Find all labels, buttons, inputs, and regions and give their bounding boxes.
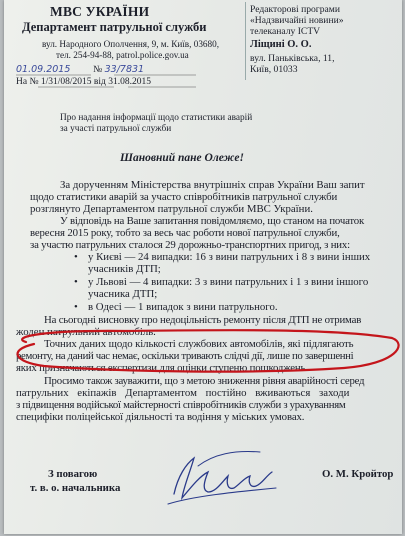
body-line: у Львові — 4 випадки: 3 з вини патрульних і 1 з вини іншого [88, 276, 369, 288]
body-line: розглянуто Департаментом патрульної служби МВС України. [30, 203, 313, 215]
signatory-name: О. М. Кройтор [322, 468, 394, 480]
body-line: вересня 2015 року, тобто за весь час роботи нової патрульної служби, [30, 227, 340, 239]
body-line: Просимо також зауважити, що з метою зниження рівня аварійності серед [44, 375, 365, 387]
body-line: у Києві — 24 випадки: 16 з вини патрульних і 8 з вини інших [88, 251, 371, 263]
closing-line2: т. в. о. начальника [30, 482, 121, 494]
highlighted-line: Точних даних щодо кількості службових автомобілів, які підлягають [44, 338, 354, 350]
sender-address-line2: тел. 254-94-88, patrol.police.gov.ua [56, 50, 189, 60]
recipient-street: вул. Паньківська, 11, [250, 53, 335, 64]
recipient-line3: телеканалу ICTV [250, 26, 321, 37]
header-divider [245, 2, 246, 80]
body-line: учасника ДТП; [88, 288, 158, 300]
closing-line1: З повагою [48, 468, 98, 480]
ministry-title: МВС УКРАЇНИ [50, 4, 150, 19]
body-line: жоден патрульний автомобіль. [16, 326, 156, 338]
bullet: • [74, 251, 78, 263]
number-sign: № [93, 65, 103, 75]
body-line: з підвищення водійської майстерності співробітників служби з урахуванням [16, 399, 346, 411]
body-line: учасників ДТП; [88, 263, 161, 275]
recipient-name: Ліщині О. О. [250, 39, 312, 50]
subject-line1: Про надання інформації щодо статистики аварій [60, 113, 253, 123]
bullet: • [74, 276, 78, 288]
body-line: У відповідь на Ваше запитання повідомляємо, що станом на початок [60, 215, 365, 227]
handwritten-number: 33/7831 [104, 64, 145, 75]
letter-sheet [4, 0, 402, 534]
recipient-line2: «Надзвичайні новини» [250, 15, 344, 26]
body-line: яких призначаються експертизи для оцінки ступеню пошкоджень. [16, 362, 308, 374]
body-line: за участю патрульних сталося 29 дорожньо-транспортних пригод, з них: [30, 239, 350, 251]
highlighted-line: ремонту, на даний час немає, оскільки тривають слідчі дії, лише по завершенні [16, 350, 354, 362]
subject-line2: за участі патрульної служби [60, 124, 172, 134]
handwritten-date: 01.09.2015 [16, 64, 71, 75]
bullet: • [74, 301, 78, 313]
body-line: патрульних екіпажів Департаментом постійно вживаються заходи [16, 387, 350, 399]
body-line: На сьогодні висновку про недоцільність ремонту після ДТП не отримав [44, 314, 362, 326]
date-underlines [16, 73, 201, 89]
reference-line: На № 1/31/08/2015 від 31.08.2015 [16, 77, 152, 87]
body-line: щодо статистики аварій за участо співробітників патрульної служби [30, 191, 338, 203]
salutation: Шановний пане Олеже! [120, 152, 244, 164]
body-line: За дорученням Міністерства внутрішніх справ України Ваш запит [60, 179, 365, 191]
recipient-city: Київ, 01033 [250, 64, 298, 75]
red-marker-ellipse [4, 300, 402, 380]
handwritten-signature [164, 446, 284, 516]
body-line: специфіки поліцейської діяльності та водіння у міських умовах. [16, 411, 305, 423]
recipient-line1: Редакторові програми [250, 4, 340, 15]
sender-address-line1: вул. Народного Ополчення, 9, м. Київ, 03680, [42, 39, 219, 49]
body-line: в Одесі — 1 випадок з вини патрульного. [88, 301, 278, 313]
department-title: Департамент патрульної служби [22, 20, 207, 34]
